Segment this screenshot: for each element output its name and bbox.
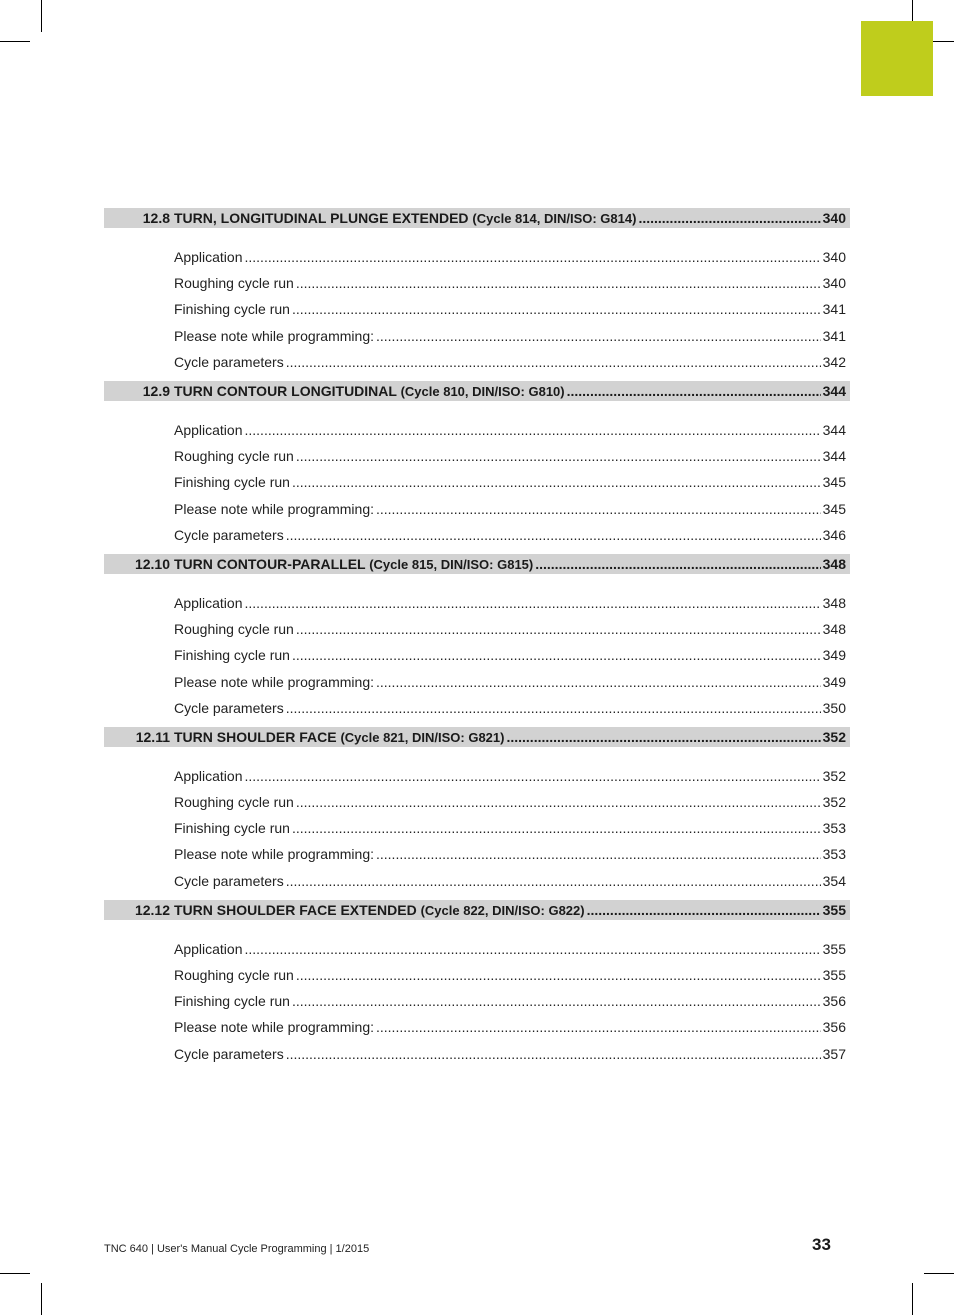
entry-label: Please note while programming: xyxy=(174,846,374,863)
entry-label: Application xyxy=(174,767,243,784)
dot-leader xyxy=(567,383,821,399)
dot-leader xyxy=(245,595,821,611)
dot-leader xyxy=(296,794,821,810)
dot-leader xyxy=(535,556,820,572)
toc-entry[interactable] xyxy=(104,763,850,789)
dot-leader xyxy=(296,275,821,291)
dot-leader xyxy=(245,249,821,265)
crop-mark xyxy=(41,0,42,32)
dot-leader xyxy=(376,1019,821,1035)
section-subtitle: (Cycle 815, DIN/ISO: G815) xyxy=(369,556,534,572)
footer-text: TNC 640 | User's Manual Cycle Programming | 1/2015 xyxy=(104,1243,370,1255)
section-page: 355 xyxy=(822,901,846,918)
toc-entry[interactable] xyxy=(104,616,850,642)
crop-mark xyxy=(912,1283,913,1315)
dot-leader xyxy=(376,501,821,517)
section-title: TURN CONTOUR-PARALLEL (Cycle 815, DIN/ISO: G815) xyxy=(174,555,534,572)
toc-section xyxy=(104,727,850,900)
dot-leader xyxy=(292,647,821,663)
entry-label: Cycle parameters xyxy=(174,699,284,716)
toc-entry[interactable] xyxy=(104,296,850,322)
entry-page: 340 xyxy=(822,249,846,266)
entry-list xyxy=(104,401,850,554)
toc-section xyxy=(104,554,850,727)
dot-leader xyxy=(245,941,821,957)
dot-leader xyxy=(638,210,820,226)
table-of-contents xyxy=(104,208,850,1073)
dot-leader xyxy=(245,768,821,784)
entry-label: Cycle parameters xyxy=(174,353,284,370)
entry-page: 345 xyxy=(822,500,846,517)
dot-leader xyxy=(292,993,821,1009)
dot-leader xyxy=(286,700,821,716)
entry-page: 348 xyxy=(822,621,846,638)
entry-label: Cycle parameters xyxy=(174,872,284,889)
toc-entry[interactable] xyxy=(104,1014,850,1040)
section-subtitle: (Cycle 822, DIN/ISO: G822) xyxy=(420,902,585,918)
toc-section xyxy=(104,381,850,554)
dot-leader xyxy=(376,846,821,862)
dot-leader xyxy=(286,1046,821,1062)
section-page: 344 xyxy=(822,382,846,399)
toc-entry[interactable] xyxy=(104,1041,850,1067)
section-heading[interactable] xyxy=(104,208,850,228)
dot-leader xyxy=(245,422,821,438)
section-heading[interactable] xyxy=(104,381,850,401)
entry-page: 356 xyxy=(822,1019,846,1036)
crop-mark xyxy=(0,1273,30,1274)
entry-page: 354 xyxy=(822,872,846,889)
entry-page: 341 xyxy=(822,327,846,344)
section-page: 352 xyxy=(822,728,846,745)
section-number: 12.9 xyxy=(142,382,170,399)
entry-page: 356 xyxy=(822,993,846,1010)
dot-leader xyxy=(286,527,821,543)
entry-label: Roughing cycle run xyxy=(174,967,294,984)
toc-entry[interactable] xyxy=(104,270,850,296)
section-subtitle: (Cycle 821, DIN/ISO: G821) xyxy=(340,729,505,745)
toc-entry[interactable] xyxy=(104,244,850,270)
entry-label: Finishing cycle run xyxy=(174,820,290,837)
crop-mark xyxy=(924,1273,954,1274)
entry-page: 353 xyxy=(822,846,846,863)
entry-list xyxy=(104,574,850,727)
toc-section xyxy=(104,208,850,381)
dot-leader xyxy=(296,448,821,464)
crop-mark xyxy=(41,1283,42,1315)
entry-page: 357 xyxy=(822,1045,846,1062)
toc-entry[interactable] xyxy=(104,789,850,815)
entry-page: 344 xyxy=(822,448,846,465)
entry-label: Finishing cycle run xyxy=(174,474,290,491)
entry-label: Cycle parameters xyxy=(174,1045,284,1062)
entry-label: Roughing cycle run xyxy=(174,448,294,465)
entry-page: 350 xyxy=(822,699,846,716)
dot-leader xyxy=(296,967,821,983)
entry-page: 342 xyxy=(822,353,846,370)
entry-label: Cycle parameters xyxy=(174,526,284,543)
section-subtitle: (Cycle 814, DIN/ISO: G814) xyxy=(472,211,637,226)
toc-entry[interactable] xyxy=(104,417,850,443)
toc-entry[interactable] xyxy=(104,522,850,548)
entry-label: Please note while programming: xyxy=(174,500,374,517)
page-number: 33 xyxy=(812,1235,831,1254)
entry-label: Please note while programming: xyxy=(174,327,374,344)
section-page: 340 xyxy=(822,210,846,226)
entry-label: Roughing cycle run xyxy=(174,794,294,811)
entry-page: 352 xyxy=(822,767,846,784)
entry-label: Application xyxy=(174,249,243,266)
toc-entry[interactable] xyxy=(104,590,850,616)
dot-leader xyxy=(292,474,821,490)
entry-label: Application xyxy=(174,422,243,439)
entry-list xyxy=(104,747,850,900)
section-heading[interactable] xyxy=(104,554,850,574)
section-number: 12.11 xyxy=(135,728,170,745)
entry-label: Application xyxy=(174,594,243,611)
entry-list xyxy=(104,920,850,1073)
toc-section xyxy=(104,900,850,1073)
section-title: TURN, LONGITUDINAL PLUNGE EXTENDED (Cycle 814, DIN/ISO: G814) xyxy=(174,210,637,226)
dot-leader xyxy=(587,902,821,918)
toc-entry[interactable] xyxy=(104,668,850,694)
toc-entry[interactable] xyxy=(104,815,850,841)
entry-page: 355 xyxy=(822,967,846,984)
toc-entry[interactable] xyxy=(104,962,850,988)
toc-entry[interactable] xyxy=(104,443,850,469)
entry-page: 353 xyxy=(822,820,846,837)
entry-page: 355 xyxy=(822,940,846,957)
entry-page: 352 xyxy=(822,794,846,811)
entry-page: 341 xyxy=(822,301,846,318)
dot-leader xyxy=(286,873,821,889)
entry-label: Finishing cycle run xyxy=(174,993,290,1010)
section-title: TURN CONTOUR LONGITUDINAL (Cycle 810, DIN/ISO: G810) xyxy=(174,382,565,399)
entry-label: Finishing cycle run xyxy=(174,301,290,318)
entry-label: Please note while programming: xyxy=(174,673,374,690)
entry-page: 346 xyxy=(822,526,846,543)
section-page: 348 xyxy=(822,555,846,572)
entry-label: Finishing cycle run xyxy=(174,647,290,664)
dot-leader xyxy=(376,328,821,344)
section-heading[interactable] xyxy=(104,900,850,920)
entry-page: 340 xyxy=(822,275,846,292)
chapter-tab xyxy=(861,21,933,96)
toc-entry[interactable] xyxy=(104,349,850,375)
entry-list xyxy=(104,228,850,381)
section-title: TURN SHOULDER FACE EXTENDED (Cycle 822, DIN/ISO: G822) xyxy=(174,901,585,918)
toc-entry[interactable] xyxy=(104,868,850,894)
section-number: 12.10 xyxy=(134,555,170,572)
dot-leader xyxy=(292,820,821,836)
toc-entry[interactable] xyxy=(104,323,850,349)
entry-page: 344 xyxy=(822,422,846,439)
section-heading[interactable] xyxy=(104,727,850,747)
entry-label: Roughing cycle run xyxy=(174,275,294,292)
toc-entry[interactable] xyxy=(104,642,850,668)
toc-entry[interactable] xyxy=(104,988,850,1014)
toc-entry[interactable] xyxy=(104,936,850,962)
toc-entry[interactable] xyxy=(104,695,850,721)
entry-label: Roughing cycle run xyxy=(174,621,294,638)
dot-leader xyxy=(506,729,820,745)
toc-entry[interactable] xyxy=(104,841,850,867)
entry-label: Application xyxy=(174,940,243,957)
section-title: TURN SHOULDER FACE (Cycle 821, DIN/ISO: G821) xyxy=(174,728,505,745)
section-number: 12.8 xyxy=(142,210,170,226)
entry-page: 349 xyxy=(822,647,846,664)
entry-page: 348 xyxy=(822,594,846,611)
dot-leader xyxy=(296,621,821,637)
section-subtitle: (Cycle 810, DIN/ISO: G810) xyxy=(400,383,565,399)
entry-page: 345 xyxy=(822,474,846,491)
toc-entry[interactable] xyxy=(104,469,850,495)
dot-leader xyxy=(292,301,821,317)
entry-page: 349 xyxy=(822,673,846,690)
crop-mark xyxy=(0,41,30,42)
dot-leader xyxy=(376,674,821,690)
entry-label: Please note while programming: xyxy=(174,1019,374,1036)
dot-leader xyxy=(286,354,821,370)
section-number: 12.12 xyxy=(134,901,170,918)
toc-entry[interactable] xyxy=(104,496,850,522)
